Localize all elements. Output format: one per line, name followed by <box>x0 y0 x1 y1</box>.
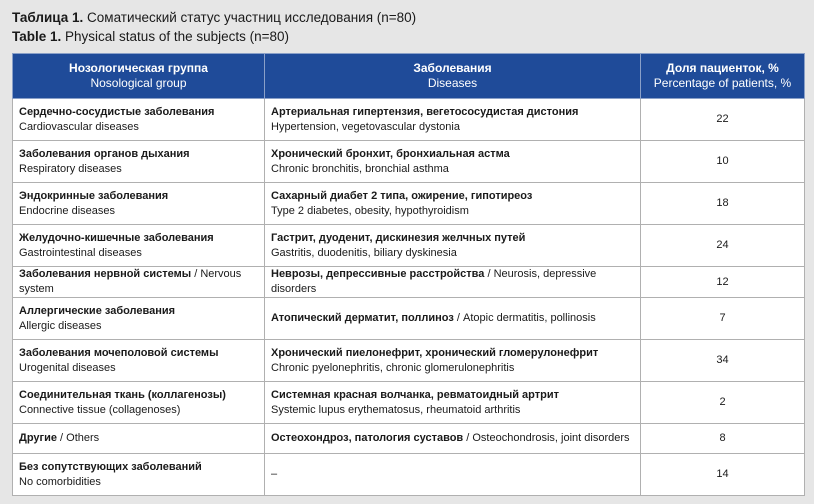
diseases-cell <box>265 183 641 225</box>
group-ru: Аллергические заболевания <box>19 304 176 317</box>
diseases-ru: Системная красная волчанка, ревматоидный артрит <box>271 388 559 401</box>
caption-ru-text: Соматический статус участниц исследования (n=80) <box>83 10 417 25</box>
percentage-cell: 34 <box>641 340 805 382</box>
group-cell: Заболевания нервной системы / Nervous system <box>13 267 265 298</box>
table-row <box>13 141 805 183</box>
table-caption <box>0 0 814 46</box>
diseases-ru: Хронический бронхит, бронхиальная астма <box>271 147 510 160</box>
group-en: Nervous system <box>19 268 242 295</box>
percentage-cell: 24 <box>641 225 805 267</box>
group-ru: Соединительная ткань (коллагенозы) <box>19 388 226 401</box>
group-cell <box>13 454 265 496</box>
table-header-row <box>13 54 805 99</box>
diseases-ru: Сахарный диабет 2 типа, ожирение, гипотиреоз <box>271 189 533 202</box>
group-en: Respiratory diseases <box>19 162 122 175</box>
group-en: Allergic diseases <box>19 319 102 332</box>
table-row <box>13 382 805 424</box>
group-cell <box>13 99 265 141</box>
diseases-cell: Неврозы, депрессивные расстройства / Neurosis, depressive disorders <box>265 267 641 298</box>
diseases-en: Hypertension, vegetovascular dystonia <box>271 120 460 133</box>
group-ru: Заболевания органов дыхания <box>19 147 190 160</box>
percentage-cell: 2 <box>641 382 805 424</box>
diseases-cell <box>265 382 641 424</box>
group-ru: Эндокринные заболевания <box>19 189 169 202</box>
header-diseases-en: Diseases <box>427 76 478 90</box>
diseases-cell <box>265 340 641 382</box>
group-en: Urogenital diseases <box>19 361 116 374</box>
group-en: Connective tissue (collagenoses) <box>19 403 181 416</box>
group-cell <box>13 183 265 225</box>
diseases-ru: Артериальная гипертензия, вегетососудистая дистония <box>271 105 579 118</box>
header-percentage-ru: Доля пациенток, % <box>666 61 779 75</box>
header-percentage-en: Percentage of patients, % <box>653 76 792 90</box>
header-percentage <box>641 54 805 99</box>
caption-en <box>12 27 814 46</box>
percentage-cell: 10 <box>641 141 805 183</box>
table-row <box>13 424 805 454</box>
header-group-ru: Нозологическая группа <box>69 61 208 75</box>
group-ru: Желудочно-кишечные заболевания <box>19 231 214 244</box>
diseases-en: Chronic pyelonephritis, chronic glomerulonephritis <box>271 361 515 374</box>
table-row <box>13 225 805 267</box>
diseases-en: Chronic bronchitis, bronchial asthma <box>271 162 449 175</box>
diseases-en: Systemic lupus erythematosus, rheumatoid arthritis <box>271 403 521 416</box>
group-cell <box>13 340 265 382</box>
percentage-cell: 7 <box>641 298 805 340</box>
group-en: No comorbidities <box>19 475 101 488</box>
diseases-en: – <box>271 468 278 480</box>
diseases-ru: Неврозы, депрессивные расстройства <box>271 268 485 280</box>
group-cell <box>13 141 265 183</box>
diseases-ru: Атопический дерматит, поллиноз <box>271 312 454 324</box>
table-row <box>13 183 805 225</box>
table-row <box>13 298 805 340</box>
percentage-cell: 8 <box>641 424 805 454</box>
group-en: Others <box>66 432 100 444</box>
header-group <box>13 54 265 99</box>
header-diseases-ru: Заболевания <box>413 61 492 75</box>
diseases-cell <box>265 141 641 183</box>
table-row <box>13 454 805 496</box>
caption-ru-label: Таблица 1. <box>12 10 84 25</box>
diseases-ru: Остеохондроз, патология суставов <box>271 432 464 444</box>
group-en: Endocrine diseases <box>19 204 116 217</box>
percentage-cell: 14 <box>641 454 805 496</box>
diseases-en: Type 2 diabetes, obesity, hypothyroidism <box>271 204 469 217</box>
diseases-cell: Остеохондроз, патология суставов / Osteochondrosis, joint disorders <box>265 424 641 454</box>
percentage-cell: 22 <box>641 99 805 141</box>
diseases-cell <box>265 225 641 267</box>
diseases-ru: Хронический пиелонефрит, хронический гломерулонефрит <box>271 346 599 359</box>
diseases-en: Atopic dermatitis, pollinosis <box>463 312 596 324</box>
diseases-cell: Атопический дерматит, поллиноз / Atopic dermatitis, pollinosis <box>265 298 641 340</box>
group-ru: Заболевания мочеполовой системы <box>19 346 219 359</box>
group-ru: Сердечно-сосудистые заболевания <box>19 105 215 118</box>
diseases-en: Osteochondrosis, joint disorders <box>472 432 630 444</box>
group-cell <box>13 225 265 267</box>
group-ru: Без сопутствующих заболеваний <box>19 460 202 473</box>
header-group-en: Nosological group <box>90 76 187 90</box>
group-cell: Другие / Others <box>13 424 265 454</box>
caption-en-text: Physical status of the subjects (n=80) <box>61 29 290 44</box>
percentage-cell: 12 <box>641 267 805 298</box>
status-table <box>12 53 805 496</box>
group-cell <box>13 298 265 340</box>
table-row <box>13 99 805 141</box>
caption-en-label: Table 1. <box>12 29 62 44</box>
diseases-cell <box>265 454 641 496</box>
table-row <box>13 267 805 298</box>
diseases-en: Neurosis, depressive disorders <box>271 268 597 295</box>
percentage-cell: 18 <box>641 183 805 225</box>
header-diseases <box>265 54 641 99</box>
group-ru: Другие <box>19 432 57 444</box>
group-ru: Заболевания нервной системы <box>19 268 192 280</box>
table-row <box>13 340 805 382</box>
group-en: Gastrointestinal diseases <box>19 246 142 259</box>
group-en: Cardiovascular diseases <box>19 120 139 133</box>
diseases-cell <box>265 99 641 141</box>
caption-ru <box>12 8 814 27</box>
group-cell <box>13 382 265 424</box>
diseases-ru: Гастрит, дуоденит, дискинезия желчных путей <box>271 231 526 244</box>
diseases-en: Gastritis, duodenitis, biliary dyskinesia <box>271 246 457 259</box>
